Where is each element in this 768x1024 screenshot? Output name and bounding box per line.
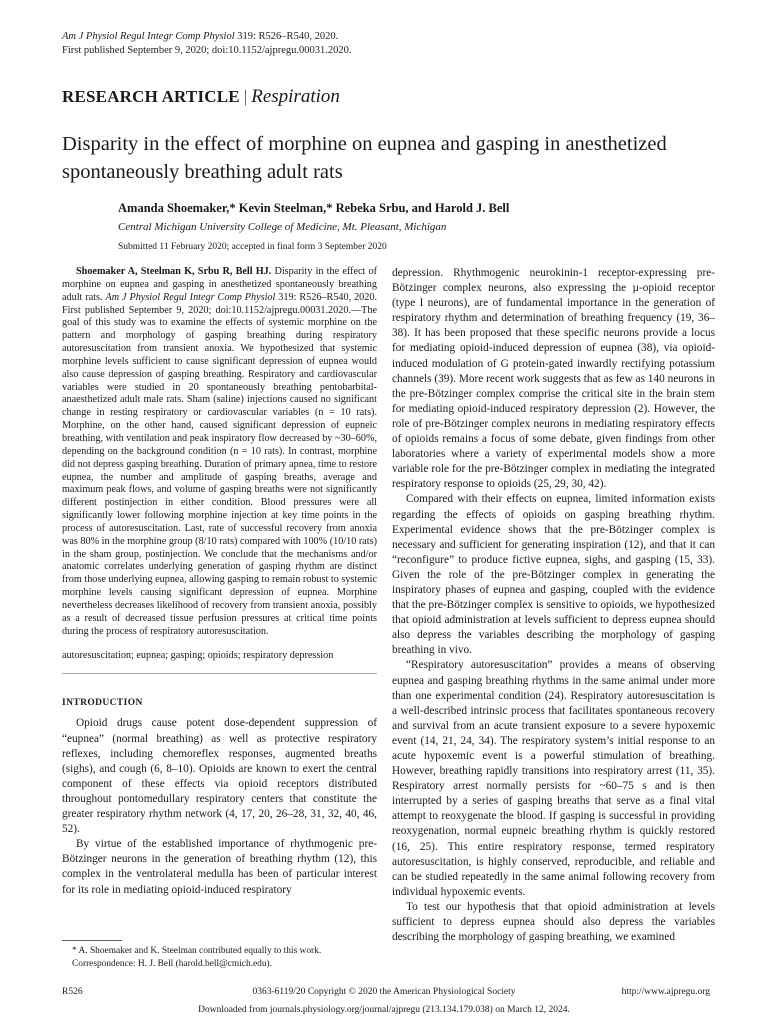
right-paragraph-2: Compared with their effects on eupnea, limited information exists regarding the effects of opioids on gasping breathing rhythm. Experimental evidence shows that the pre-Bötzinger complex is necessary and sufficient for generating inspiration (12), and that it can “reconfigure” to produce fictive eupnea, sighs, and gasping (15, 33). Given the role of the pre-Bötzinger complex in generating the inspiratory phases of eupnea and gasping, coupled with the evidence that the pre-Bötzinger complex is sensitive to opioids, we hypothesized that opioid administration at levels sufficient to depress eupnea should also depress the variables describing the morphology of gasping breathing in vivo.: [392, 493, 715, 657]
journal-citation-line: [62, 30, 338, 44]
footer-journal-url[interactable]: http://www.ajpregu.org: [621, 987, 710, 997]
abstract-text: 319: R526–R540, 2020. First published September 9, 2020; doi:10.1152/ajpregu.00031.2020.—The goal of this study was to examine the effects of systemic morphine on the pattern and morphology of gasping breathing during respiratory autoresuscitation from transient anoxia. We hypothesized that systemic morphine levels sufficient to cause significant depression of eupnea would also cause depression of gasping breathing. Respiratory and cardiovascular variables were studied in 20 spontaneously breathing pentobarbital-anaesthetized adult male rats. Sham (saline) injections caused no significant change in resting respiratory or cardiovascular variables (n = 10 rats). Morphine, on the other hand, caused significant depression of eupneic breathing, with ventilation and peak inspiratory flow decreased by ~30–60%, depending on the background condition (n = 10 rats). In contrast, morphine did not depress gasping breathing. Duration of primary apnea, time to restore eupnea, the number and amplitude of gasping breaths, average and maximum peak flows, and volume of gasping breaths were not significantly different postinjection in either condition. Blood pressures were all significantly lower following morphine injection at key time points in the process of autoresuscitation. Last, rate of successful recovery from anoxia was 80% in the morphine group (8/10 rats) compared with 100% (10/10 rats) in the sham group, postinjection. We conclude that the mechanisms and/or anatomic correlates underlying generation of gasping rhythm are distinct from those underlying eupnea, allowing gasping to remain robust to systemic morphine levels causing significant depression of eupnea. Morphine nevertheless decreases likelihood of recovery from transient anoxia, possibly as a result of decreased tissue perfusion pressures at critical time points during the process of respiratory autoresuscitation.: [62, 291, 377, 637]
keywords: autoresuscitation; eupnea; gasping; opioids; respiratory depression: [62, 650, 334, 662]
footer-download-notice: Downloaded from journals.physiology.org/journal/ajpregu (213.134.179.038) on March 12, 2024.: [198, 1005, 570, 1015]
article-category: Respiration: [251, 86, 340, 107]
keywords-divider: [62, 673, 377, 674]
article-type-separator: |: [243, 87, 248, 106]
author-list: Amanda Shoemaker,* Kevin Steelman,* Rebeka Srbu, and Harold J. Bell: [118, 201, 510, 215]
footer-copyright: 0363-6119/20 Copyright © 2020 the American Physiological Society: [252, 987, 516, 997]
footer-page-number: R526: [62, 987, 83, 997]
footnote-divider: [62, 940, 122, 941]
intro-paragraph-1: Opioid drugs cause potent dose-dependent suppression of “eupnea” (normal breathing) as well as protective respiratory reflexes, including chemoreflex responses, augmented breaths (sighs), and cough (6, 8–10). Opioids are known to exert the central component of these effects via opioid receptors distributed throughout pontomedullary respiratory centers that constitute the greater respiratory rhythm network (4, 17, 20, 26–28, 31, 32, 40, 46, 52).: [62, 717, 377, 836]
article-title: Disparity in the effect of morphine on eupnea and gasping in anesthetized spontaneously breathing adult rats: [62, 133, 667, 183]
footnote-correspondence: Correspondence: H. J. Bell (harold.bell@cmich.edu).: [72, 959, 272, 969]
introduction-heading: INTRODUCTION: [62, 698, 143, 709]
abstract-cite-authors: Shoemaker A, Steelman K, Srbu R, Bell HJ.: [76, 266, 272, 277]
left-column: [62, 266, 377, 898]
abstract-cite-title: Disparity in the effect of morphine on eupnea and gasping in anesthetized spontaneously breathing adult rats.: [62, 266, 377, 303]
affiliation: Central Michigan University College of Medicine, Mt. Pleasant, Michigan: [118, 221, 447, 233]
abstract: [62, 266, 377, 638]
right-column: [392, 266, 715, 945]
intro-paragraph-2: By virtue of the established importance of rhythmogenic pre-Bötzinger neurons in the generation of breathing rhythm (12), this complex in the ventrolateral medulla has been of particular interest for its role in mediating opioid-induced respiratory: [62, 838, 377, 896]
abstract-cite-journal: Am J Physiol Regul Integr Comp Physiol: [105, 291, 276, 303]
article-type: RESEARCH ARTICLE: [62, 87, 240, 106]
footnote-equal-contribution: * A. Shoemaker and K. Steelman contributed equally to this work.: [72, 946, 322, 956]
article-type-heading: [62, 86, 340, 108]
right-paragraph-1: depression. Rhythmogenic neurokinin-1 receptor-expressing pre-Bötzinger complex neurons, also expressing the µ-opioid receptor (type I neurons), are of fundamental importance in the generation of respiratory rhythm and determination of breathing frequency (19, 36–38). It has been proposed that these specific neurons provide a locus for mediating opioid-induced depression of eupnea (38), via opioid-induced modulation of G protein-gated inwardly rectifying potassium channels (39). More recent work suggests that as few as 140 neurons in the pre-Bötzinger complex comprise the critical site in the brain stem for mediating opioid-induced respiratory depression (2). However, the role of pre-Bötzinger complex neurons in mediating respiratory effects of opioids remains a focus of some debate, given findings from other laboratories where a variety of experimental models show a more variable role for the pre-Bötzinger complex in mediating the integrated respiratory response to opioids (25, 29, 30, 42).: [392, 267, 715, 491]
footnote: [62, 945, 377, 971]
journal-abbrev: Am J Physiol Regul Integr Comp Physiol: [62, 31, 235, 42]
journal-volume-pages: 319: R526–R540, 2020.: [234, 31, 339, 42]
first-published-line: First published September 9, 2020; doi:10.1152/ajpregu.00031.2020.: [62, 45, 352, 56]
right-paragraph-4: To test our hypothesis that that opioid administration at levels sufficient to depress eupnea should also depress the variables describing the morphology of gasping breathing, we examined: [392, 900, 715, 944]
submission-dates: Submitted 11 February 2020; accepted in final form 3 September 2020: [118, 242, 387, 252]
right-paragraph-3: “Respiratory autoresuscitation” provides a means of observing eupnea and gasping breathing rhythms in the same animal under more than one experimental condition (24). Respiratory autoresuscitation is a well-described intrinsic process that facilitates spontaneous recovery and survival from an acute transient exposure to a severe hypoxemic event (14, 21, 24, 34). The respiratory system’s initial response to an acute hypoxemic event is a powerful stimulation of breathing. However, breathing rapidly transitions into respiratory arrest (11, 35). Respiratory arrest normally persists for ~60–75 s and is then interrupted by a series of gasping breaths that serve as a final vital attempt to reoxygenate the blood. If gasping is successful in providing reoxygenation, normal eupneic breathing rhythm is quickly restored (16, 25). This entire respiratory response, termed respiratory autoresuscitation, is highly conserved, reproducible, and reliable and can be studied repeatedly in the same animal following recovery from individual hypoxemic events.: [392, 659, 715, 898]
